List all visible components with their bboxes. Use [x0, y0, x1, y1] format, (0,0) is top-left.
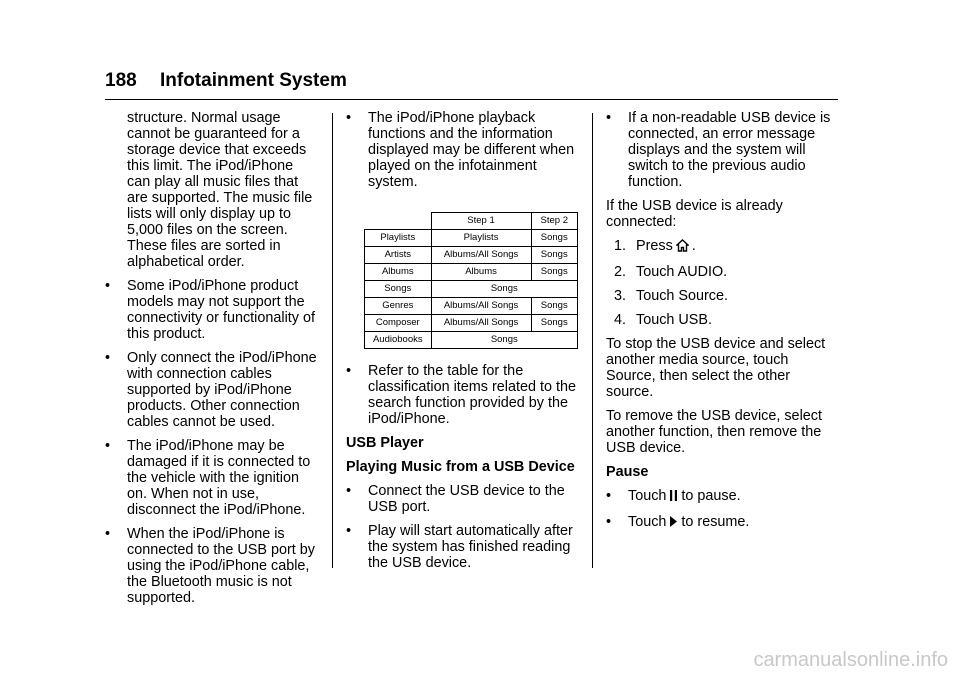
step-number: 1. — [614, 238, 627, 254]
table-cell: Songs — [431, 281, 577, 298]
table-row — [365, 332, 578, 349]
page-number: 188 — [105, 70, 137, 91]
bullet-item — [606, 110, 838, 190]
step-text: Press — [636, 238, 673, 254]
bullet-item — [105, 526, 320, 606]
bullet-dot: • — [346, 483, 352, 499]
bullet-item — [105, 350, 320, 430]
bullet-item — [105, 278, 320, 342]
column-2 — [346, 110, 578, 579]
table-row — [365, 247, 578, 264]
table-row — [365, 281, 578, 298]
bullet-dot: • — [105, 278, 111, 294]
step-number: 3. — [614, 288, 627, 304]
table-header-cell: Step 2 — [531, 213, 577, 230]
table-header-row — [365, 213, 578, 230]
step-text: Touch Source. — [636, 288, 728, 304]
table-cell: Albums — [431, 264, 531, 281]
bullet-dot: • — [346, 523, 352, 539]
bullet-text: to resume. — [681, 514, 750, 530]
bullet-text: Touch — [628, 488, 667, 504]
table-cell: Songs — [531, 315, 577, 332]
bullet-dot: • — [346, 110, 352, 126]
table-cell: Songs — [431, 332, 577, 349]
table-row — [365, 230, 578, 247]
bullet-dot: • — [105, 438, 111, 454]
table-row — [365, 298, 578, 315]
bullet-text: Only connect the iPod/iPhone with connection cables supported by iPod/iPhone products. Other connection cables cannot be used. — [127, 350, 317, 430]
bullet-dot: • — [346, 363, 352, 379]
pause-icon — [669, 489, 678, 506]
bullet-dot: • — [606, 488, 612, 504]
table-cell: Albums — [365, 264, 432, 281]
table-row — [365, 315, 578, 332]
bullet-item — [606, 488, 838, 506]
bullet-item — [346, 110, 578, 190]
column-divider-1 — [332, 113, 333, 568]
bullet-text: Some iPod/iPhone product models may not support the connectivity or functionality of this product. — [127, 278, 315, 342]
paragraph: If the USB device is already connected: — [606, 198, 783, 230]
watermark: carmanualsonline.info — [753, 649, 948, 671]
bullet-text: If a non-readable USB device is connected, an error message displays and the system will switch to the previous audio function. — [628, 110, 831, 190]
classification-table — [364, 212, 578, 349]
home-icon — [676, 239, 689, 256]
column-1 — [105, 110, 320, 614]
step-text: Touch AUDIO. — [636, 264, 728, 280]
bullet-text: to pause. — [681, 488, 741, 504]
paragraph: To remove the USB device, select another function, then remove the USB device. — [606, 408, 822, 456]
step-text: Touch USB. — [636, 312, 712, 328]
bullet-text: When the iPod/iPhone is connected to the USB port by using the iPod/iPhone cable, the Bluetooth music is not supported. — [127, 526, 315, 606]
table-cell: Playlists — [431, 230, 531, 247]
bullet-dot: • — [105, 350, 111, 366]
bullet-item — [346, 363, 578, 427]
paragraph: To stop the USB device and select another media source, touch Source, then select the other source. — [606, 336, 826, 400]
table-header-cell — [365, 213, 432, 230]
table-cell: Audiobooks — [365, 332, 432, 349]
table-cell: Songs — [531, 298, 577, 315]
table-cell: Playlists — [365, 230, 432, 247]
section-title: Infotainment System — [159, 70, 347, 91]
bullet-item — [346, 523, 578, 571]
bullet-text: Refer to the table for the classification items related to the search function provided by the iPod/iPhone. — [368, 363, 576, 427]
bullet-item — [105, 438, 320, 518]
play-icon — [669, 515, 678, 532]
bullet-dot: • — [606, 514, 612, 530]
table-cell: Songs — [365, 281, 432, 298]
step-item — [614, 288, 838, 304]
table-cell: Albums/All Songs — [431, 315, 531, 332]
step-item — [614, 264, 838, 280]
table-cell: Songs — [531, 264, 577, 281]
bullet-item — [346, 483, 578, 515]
step-item — [614, 238, 838, 256]
bullet-text: The iPod/iPhone playback functions and the information displayed may be different when played on the infotainment system. — [368, 110, 575, 190]
table-header-cell: Step 1 — [431, 213, 531, 230]
subsection-heading: Playing Music from a USB Device — [346, 459, 575, 475]
pause-heading: Pause — [606, 464, 649, 480]
table-cell: Albums/All Songs — [431, 247, 531, 264]
bullet-text: Play will start automatically after the system has finished reading the USB device. — [368, 523, 573, 571]
table-cell: Songs — [531, 247, 577, 264]
bullet-dot: • — [105, 526, 111, 542]
table-cell: Composer — [365, 315, 432, 332]
bullet-item — [606, 514, 838, 532]
page-header — [105, 70, 347, 92]
column-3 — [606, 110, 838, 540]
table-cell: Genres — [365, 298, 432, 315]
step-item — [614, 312, 838, 328]
bullet-text: Touch — [628, 514, 667, 530]
header-rule — [105, 99, 838, 100]
step-number: 2. — [614, 264, 627, 280]
table-cell: Songs — [531, 230, 577, 247]
section-heading: USB Player — [346, 435, 424, 451]
bullet-text: The iPod/iPhone may be damaged if it is connected to the vehicle with the ignition on. When not in use, disconnect the iPod/iPhone. — [127, 438, 311, 518]
intro-paragraph: structure. Normal usage cannot be guaranteed for a storage device that exceeds this limit. The iPod/iPhone can play all music files that are supported. The music file lists will only display up to 5,000 files on the screen. These files are sorted in alphabetical order. — [127, 110, 313, 270]
step-number: 4. — [614, 312, 627, 328]
table-row — [365, 264, 578, 281]
bullet-text: Connect the USB device to the USB port. — [368, 483, 565, 515]
table-cell: Artists — [365, 247, 432, 264]
bullet-dot: • — [606, 110, 612, 126]
step-text: . — [691, 238, 696, 254]
table-cell: Albums/All Songs — [431, 298, 531, 315]
column-divider-2 — [592, 113, 593, 568]
